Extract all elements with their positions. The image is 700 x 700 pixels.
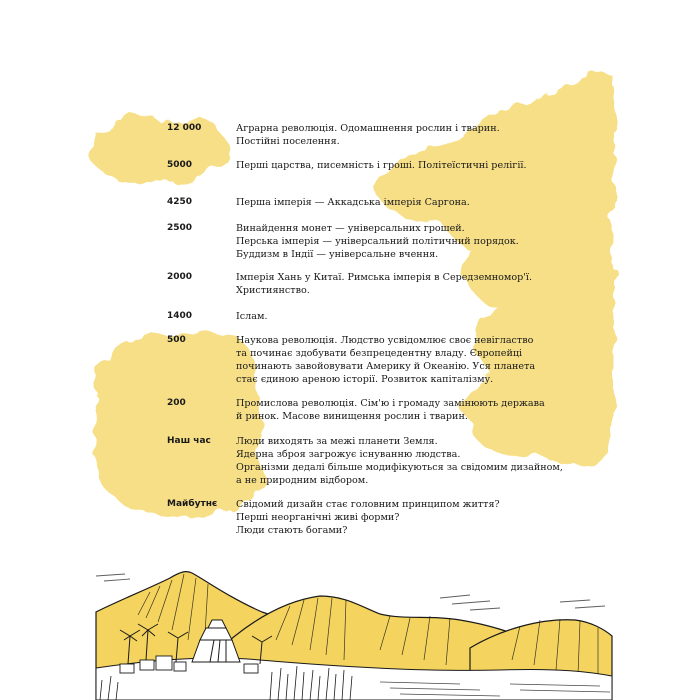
timeline-year: 2500 (167, 223, 193, 233)
timeline-line: Християнство. (236, 285, 310, 296)
timeline-year: 2000 (167, 272, 193, 282)
timeline-line: Люди стають богами? (236, 525, 348, 536)
timeline-line: Імперія Хань у Китаї. Римська імперія в Середземномор'ї. (236, 272, 533, 283)
timeline-description (236, 397, 546, 423)
landscape-illustration (96, 572, 612, 700)
timeline-line: Наукова революція. Людство усвідомлює своє невігластво (236, 335, 534, 346)
timeline-line: Винайдення монет — універсальних грошей. (236, 223, 465, 234)
timeline-line: Іслам. (236, 311, 268, 322)
timeline-year: Наш час (167, 436, 211, 446)
timeline-line: Перша імперія — Аккадська імперія Саргона. (236, 197, 470, 208)
timeline-line: Ядерна зброя загрожує існуванню людства. (236, 449, 461, 460)
timeline-line: Організми дедалі більше модифікуються за свідомим дизайном, (236, 462, 563, 473)
timeline-line: Постійні поселення. (236, 136, 340, 147)
timeline-line: Аграрна революція. Одомашнення рослин і тварин. (236, 123, 500, 134)
timeline-line: стає єдиною ареною історії. Розвиток капіталізму. (236, 374, 494, 385)
timeline-description (236, 159, 546, 172)
timeline-description (236, 122, 546, 148)
timeline-line: Буддизм в Індії — універсальне вчення. (236, 249, 439, 260)
timeline-line: Перші неорганічні живі форми? (236, 512, 400, 523)
timeline-line: а не природним відбором. (236, 475, 369, 486)
timeline-year: Майбутнє (167, 499, 218, 509)
timeline-description (236, 334, 546, 386)
timeline-description (236, 498, 546, 537)
timeline-year: 5000 (167, 160, 193, 170)
cloud-top-left (87, 116, 229, 184)
timeline-line: Перші царства, писемність і гроші. Політеїстичні релігії. (236, 160, 527, 171)
timeline-description (236, 310, 546, 323)
timeline-year: 12 000 (167, 123, 202, 133)
timeline-year: 1400 (167, 311, 193, 321)
timeline-year: 200 (167, 398, 186, 408)
timeline-line: та починає здобувати безпрецедентну владу. Європейці (236, 348, 523, 359)
timeline-description (236, 271, 546, 297)
timeline-line: Люди виходять за межі планети Земля. (236, 436, 438, 447)
timeline-line: починають завойовувати Америку й Океанію. Уся планета (236, 361, 536, 372)
timeline-line: Промислова революція. Сім'ю і громаду замінюють держава (236, 398, 545, 409)
timeline-line: Перська імперія — універсальний політичний порядок. (236, 236, 519, 247)
timeline-line: й ринок. Масове винищення рослин і тварин. (236, 411, 468, 422)
timeline-description (236, 435, 563, 487)
timeline-description (236, 196, 546, 209)
timeline-year: 500 (167, 335, 186, 345)
timeline-year: 4250 (167, 197, 193, 207)
timeline-description (236, 222, 546, 261)
timeline-line: Свідомий дизайн стає головним принципом життя? (236, 499, 500, 510)
